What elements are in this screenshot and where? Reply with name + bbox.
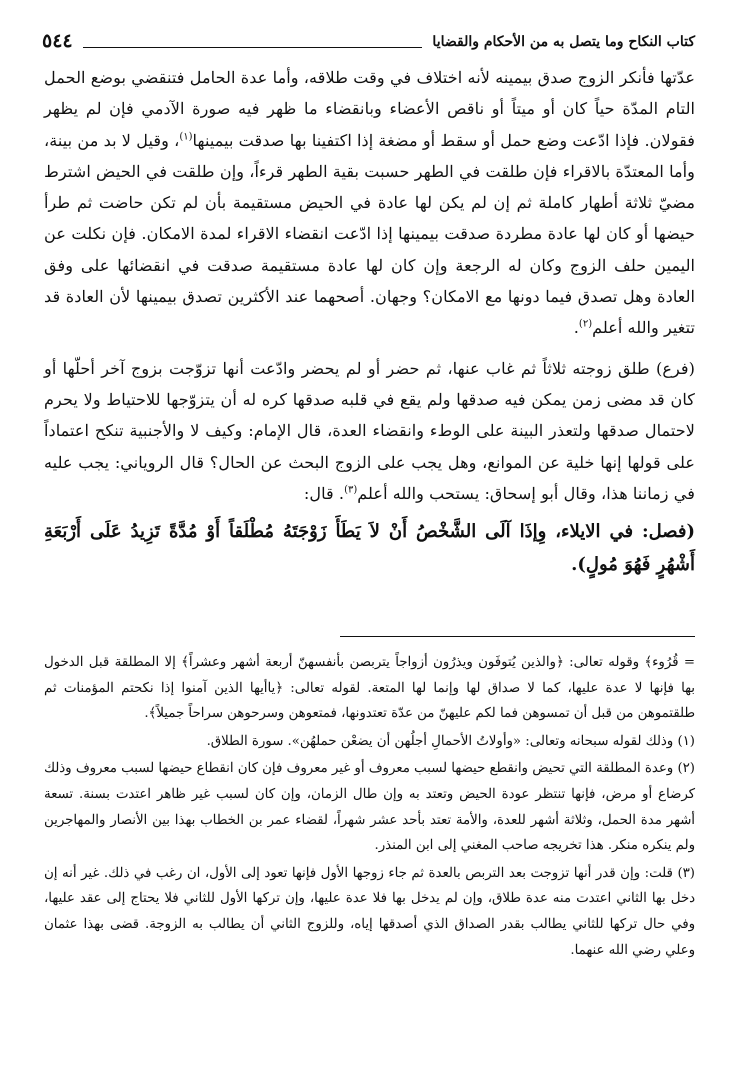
paragraph-text: ، وقيل لا بد من بينة، وأما المعتدّة بالاقراء فإن طلقت في الطهر حسبت بقية الطهر قرءاً، وإن طلقت في الحيض اشترط مضيّ ثلاثة أطهار كاملة ثم إن لم يكن لها عادة في الحيض مستقيمة بأن لم تكن حاضت ثم طرأ حيضها أو كان لها عادة مطردة صدقت بيمينها إذا ادّعت انقضاء الاقراء لمدة الامكان. فإن نكلت عن اليمين حلف الزوج وكان له الرجعة وإن كان لها عادة مستقيمة صدقت في انقضائها على وفق العادة وهل تصدق فيما دونها مع الامكان؟ وجهان. أصحهما عند الأكثرين تصدق بيمينها لأن العادة قد تتغير والله أعلم [44, 130, 695, 338]
paragraph-iddah [44, 62, 695, 344]
footnote-2: (٢) وعدة المطلقة التي تحيض وانقطع حيضها لسبب معروف أو غير معروف فإن كان انقطاع حيضها لسبب معروف وذلك كرضاع أو مرض، فإنها تنتظر عودة الحيض وتعتد به وإن طال الزمان، وإن كان لسبب غير ظاهر اعتدت بسنة. تسعة أشهر مدة الحمل، وثلاثة أشهر للعدة، والأمة تعتد بأحد عشر شهراً، لقضاء عمر بن الخطاب بهذا بين الأنصار والمهاجرين ولم ينكره منكر. هذا تخريجه صاحب المغني إلى ابن المنذر. [44, 761, 695, 854]
paragraph-end: . [573, 318, 579, 338]
paragraph-text: (فرع) طلق زوجته ثلاثاً ثم غاب عنها، ثم حضر أو لم يحضر وادّعت أنها تزوّجت بزوج آخر أحلّها أو كان قد مضى زمن يمكن فيه صدقها ولم يقع في قلبه صدقها كره له أن يتزوّجها للاحتياط ولا يحرم لاحتمال صدقها ولتعذر البينة على الوطء وانقضاء العدة، قال الإمام: وكيف لا والأجنبية تنكح اعتماداً على قولها إنها خلية عن الموانع، وهل يجب على الزوج البحث عن الحال؟ قال الروياني: يجب عليه في زماننا هذا، وقال أبو إسحاق: يستحب والله أعلم [44, 358, 695, 503]
footnote-separator [340, 636, 695, 637]
running-title: كتاب النكاح وما يتصل به من الأحكام والقضايا [432, 34, 695, 50]
page-header [42, 28, 695, 52]
footnotes [44, 650, 695, 963]
footnote-1: (١) وذلك لقوله سبحانه وتعالى: «وأولاتُ الأحمالِ أجلُهن أن يضعْن حملهُن». سورة الطلاق. [206, 733, 695, 749]
section-heading-ila: (فصل: في الايلاء، وِإذَا آلَى الشَّخْصُ أَنْ لاَ يَطَأَ زَوْجَتَهُ مُطْلَقاً أَوْ مُدَّةً تَزِيدُ عَلَى أَرْبَعَةِ أَشْهُرٍ فَهُوَ مُولٍ). [44, 521, 695, 576]
paragraph-far [44, 353, 695, 509]
footnote-continuation: = قُرُوء﴾ وقوله تعالى: ﴿والذين يُتوفَون ويذرُون أزواجاً يتربصن بأنفسهنّ أربعة أشهر وعشراً﴾ إلا المطلقة قبل الدخول بها فإنها لا عدة عليها، كما لا صداق لها وإنما لها المتعة. لقوله تعالى: ﴿ياأيها الذين آمنوا إذا نكحتم المؤمنات ثم طلقتموهن من قبل أن تمسوهن فما لكم عليهنّ من عدّة تعتدونها، فمتعوهن وسرحوهن سراحاً جميلاً﴾. [44, 655, 695, 722]
footnote-ref-3: (٣) [344, 484, 358, 496]
footnote-3: (٣) قلت: وإن قدر أنها تزوجت بعد التربص بالعدة ثم جاء زوجها الأول فإنها تعود إلى الأول، ان رغب في ذلك. غير أنه إن دخل بها الثاني اعتدت منه عدة طلاق، وإن لم يدخل بها فلا عدة عليها، وإن تركها الأول للثاني فلا يحتاج إلى عقد عليها، وفي حال تركها للثاني يطالب بقدر الصداق الذي أصدقها إياه، وللزوج الثاني أن يطالب به الزوجة. قضى بهذا عثمان وعلي رضي الله عنهما. [44, 865, 695, 958]
footnote-ref-1: (١) [179, 131, 193, 143]
page-number: ٥٤٤ [42, 30, 73, 52]
main-text [44, 62, 695, 581]
paragraph-end: . قال: [303, 483, 345, 503]
header-rule [83, 47, 423, 48]
paragraph-text: عدّتها فأنكر الزوج صدق بيمينه لأنه اختلاف في وقت طلاقه، وأما عدة الحامل فتنقضي بوضع الحمل التام المدّة حياً كان أو ميتاً أو ناقص الأعضاء وبانقضاء ما ظهر فيه صورة الآدمي فإن لم يظهر فقولان. فإذا ادّعت وضع حمل أو سقط أو مضغة إذا اكتفينا بها صدقت بيمينها [44, 68, 695, 150]
footnote-ref-2: (٢) [578, 318, 593, 330]
